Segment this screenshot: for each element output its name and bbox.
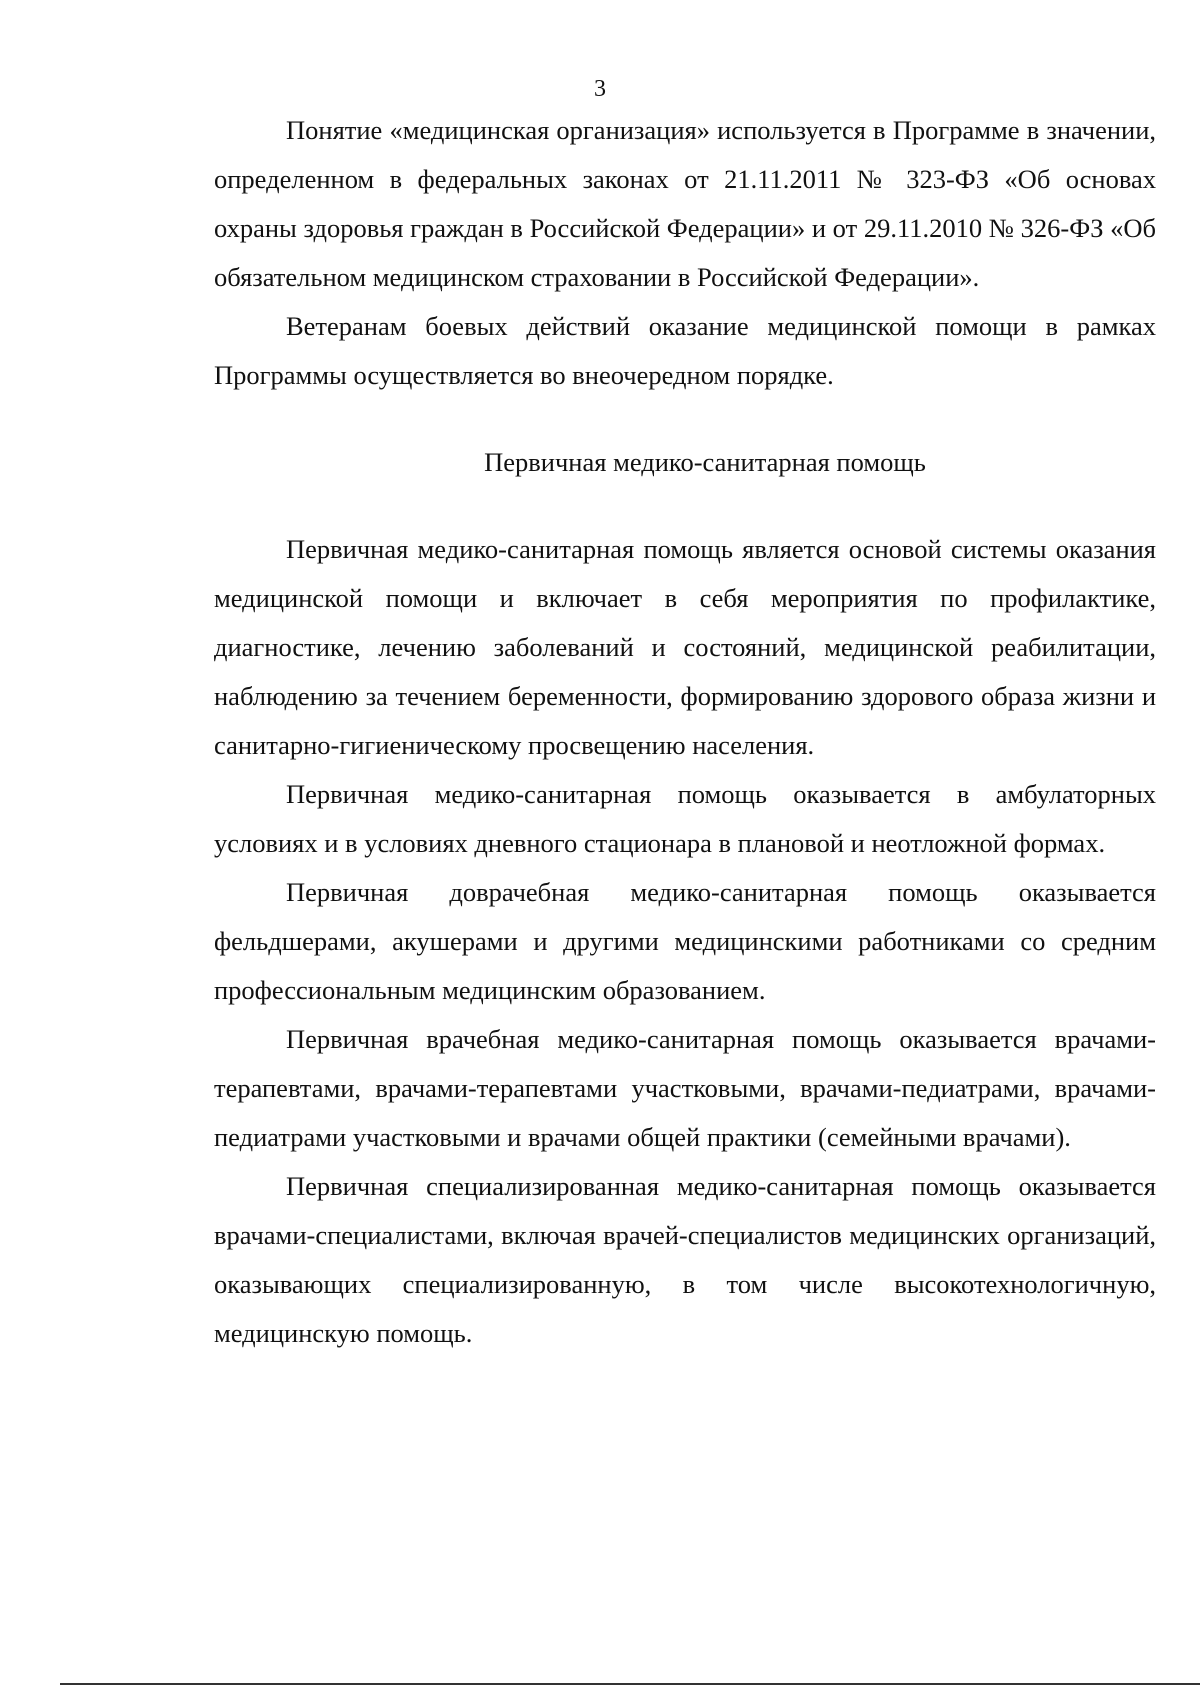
page-number: 3 <box>594 76 606 102</box>
paragraph-combat-veterans: Ветеранам боевых действий оказание медицинской помощи в рамках Программы осуществляется во внеочередном порядке. <box>214 311 1156 390</box>
paragraph-medical-organization-definition: Понятие «медицинская организация» используется в Программе в значении, определенном в федеральных законах от 21.11.2011 № 323-ФЗ «Об основах охраны здоровья граждан в Российской Федерации» и от 29.11.2010 № 326-ФЗ «Об обязательном медицинском страховании в Российской Федерации». <box>214 115 1156 292</box>
bottom-scan-edge <box>60 1683 1200 1685</box>
section-heading: Первичная медико-санитарная помощь <box>484 447 926 477</box>
paragraph-physician-care: Первичная врачебная медико-санитарная помощь оказывается врачами-терапевтами, врачами-терапевтами участковыми, врачами-педиатрами, врачами-педиатрами участковыми и врачами общей практики (семейными врачами). <box>214 1024 1156 1152</box>
paragraph-primary-care-conditions: Первичная медико-санитарная помощь оказывается в амбулаторных условиях и в условиях дневного стационара в плановой и неотложной формах. <box>214 779 1156 858</box>
paragraph-pre-physician-care: Первичная доврачебная медико-санитарная помощь оказывается фельдшерами, акушерами и другими медицинскими работниками со средним профессиональным медицинским образованием. <box>214 877 1156 1005</box>
document-body <box>214 106 1156 1358</box>
paragraph-primary-care-basis: Первичная медико-санитарная помощь является основой системы оказания медицинской помощи и включает в себя мероприятия по профилактике, диагностике, лечению заболеваний и состояний, медицинской реабилитации, наблюдению за течением беременности, формированию здорового образа жизни и санитарно-гигиеническому просвещению населения. <box>214 534 1156 760</box>
paragraph-specialized-care: Первичная специализированная медико-санитарная помощь оказывается врачами-специалистами, включая врачей-специалистов медицинских организаций, оказывающих специализированную, в том числе высокотехнологичную, медицинскую помощь. <box>214 1171 1156 1348</box>
